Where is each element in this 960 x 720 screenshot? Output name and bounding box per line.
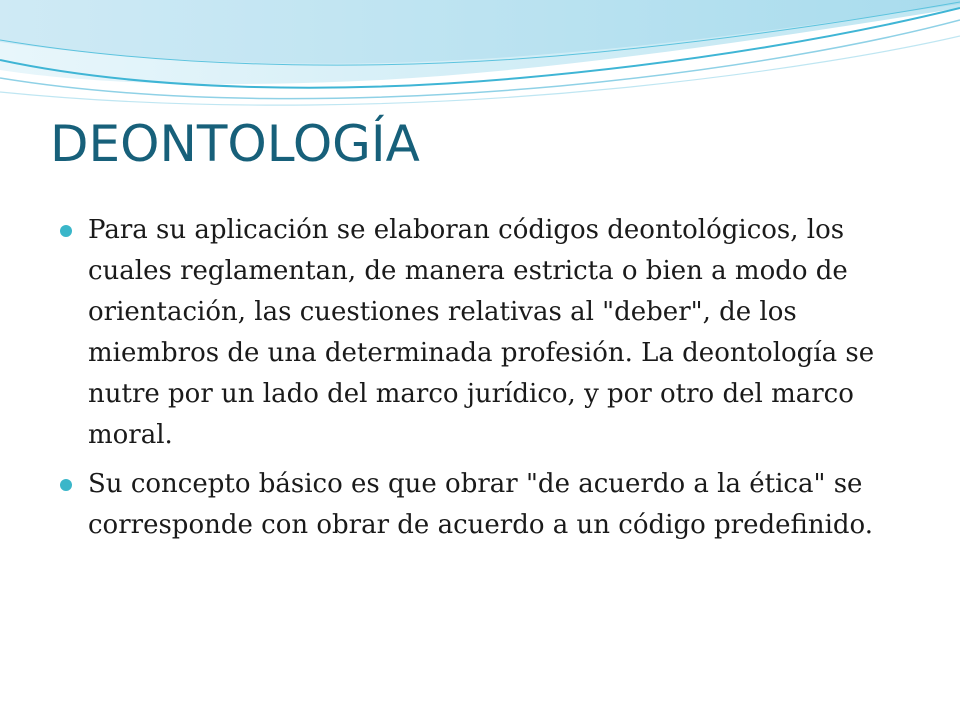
bullet-dot-icon xyxy=(60,479,72,491)
bullet-item-2 xyxy=(60,464,880,546)
bullet-item-1 xyxy=(60,210,880,456)
bullet-list xyxy=(60,210,880,554)
bullet-text-1: Para su aplicación se elaboran códigos deontológicos, los cuales reglamentan, de manera estricta o bien a modo de orientación, las cuestiones relativas al "deber", de los miembros de una determinada profesión. La deontología se nutre por un lado del marco jurídico, y por otro del marco moral. xyxy=(88,215,875,450)
header-wave-decoration xyxy=(0,0,960,110)
slide-title: DEONTOLOGÍA xyxy=(50,115,420,173)
bullet-dot-icon xyxy=(60,225,72,237)
bullet-text-2: Su concepto básico es que obrar "de acuerdo a la ética" se corresponde con obrar de acuerdo a un código predefinido. xyxy=(88,469,874,540)
